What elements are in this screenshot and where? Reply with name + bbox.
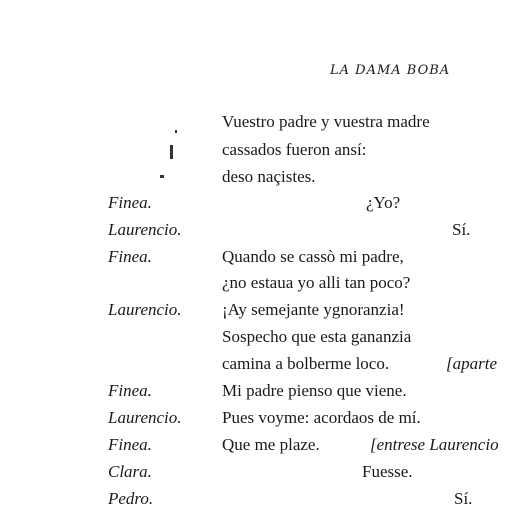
verse-text: Fuesse. bbox=[362, 462, 413, 481]
verse-line bbox=[0, 435, 512, 459]
speaker-name: Finea. bbox=[108, 381, 152, 400]
verse-text: Pues voyme: acordaos de mí. bbox=[222, 408, 421, 427]
verse-text: Sí. bbox=[454, 489, 473, 508]
speaker-name: Pedro. bbox=[108, 489, 154, 508]
verse-line bbox=[0, 381, 512, 405]
verse-text: ¡Ay semejante ygnoranzia! bbox=[222, 300, 405, 319]
verse-text: Que me plaze. bbox=[222, 435, 320, 454]
speaker-name: Laurencio. bbox=[108, 408, 182, 427]
verse-line bbox=[0, 327, 512, 351]
speaker-name: Finea. bbox=[108, 435, 152, 454]
verse-line bbox=[0, 300, 512, 324]
verse-text: cassados fueron ansí: bbox=[222, 140, 367, 159]
verse-text: camina a bolberme loco. bbox=[222, 354, 390, 373]
verse-text: Sí. bbox=[452, 220, 471, 239]
verse-line bbox=[0, 247, 512, 271]
verse-text: deso naçistes. bbox=[222, 167, 316, 186]
stage-direction: [aparte bbox=[446, 354, 497, 373]
verse-text: Sospecho que esta gananzia bbox=[222, 327, 412, 346]
speaker-name: Laurencio. bbox=[108, 220, 182, 239]
verse-line bbox=[0, 112, 512, 136]
verse-line bbox=[0, 140, 512, 164]
verse-line bbox=[0, 273, 512, 297]
speaker-name: Laurencio. bbox=[108, 300, 182, 319]
verse-line bbox=[0, 489, 512, 512]
speaker-name: Finea. bbox=[108, 193, 152, 212]
verse-line bbox=[0, 193, 512, 217]
stage-direction: [entrese Laurencio bbox=[370, 435, 499, 454]
verse-text: Vuestro padre y vuestra madre bbox=[222, 112, 430, 131]
running-header: LA DAMA BOBA bbox=[330, 63, 451, 78]
verse-text: ¿Yo? bbox=[366, 193, 401, 212]
verse-line bbox=[0, 167, 512, 191]
verse-line bbox=[0, 408, 512, 432]
verse-text: Mi padre pienso que viene. bbox=[222, 381, 407, 400]
speaker-name: Finea. bbox=[108, 247, 152, 266]
verse-text: ¿no estaua yo alli tan poco? bbox=[222, 273, 411, 292]
verse-line bbox=[0, 462, 512, 486]
speaker-name: Clara. bbox=[108, 462, 152, 481]
verse-text: Quando se cassò mi padre, bbox=[222, 247, 404, 266]
verse-line bbox=[0, 354, 512, 378]
verse-line bbox=[0, 220, 512, 244]
